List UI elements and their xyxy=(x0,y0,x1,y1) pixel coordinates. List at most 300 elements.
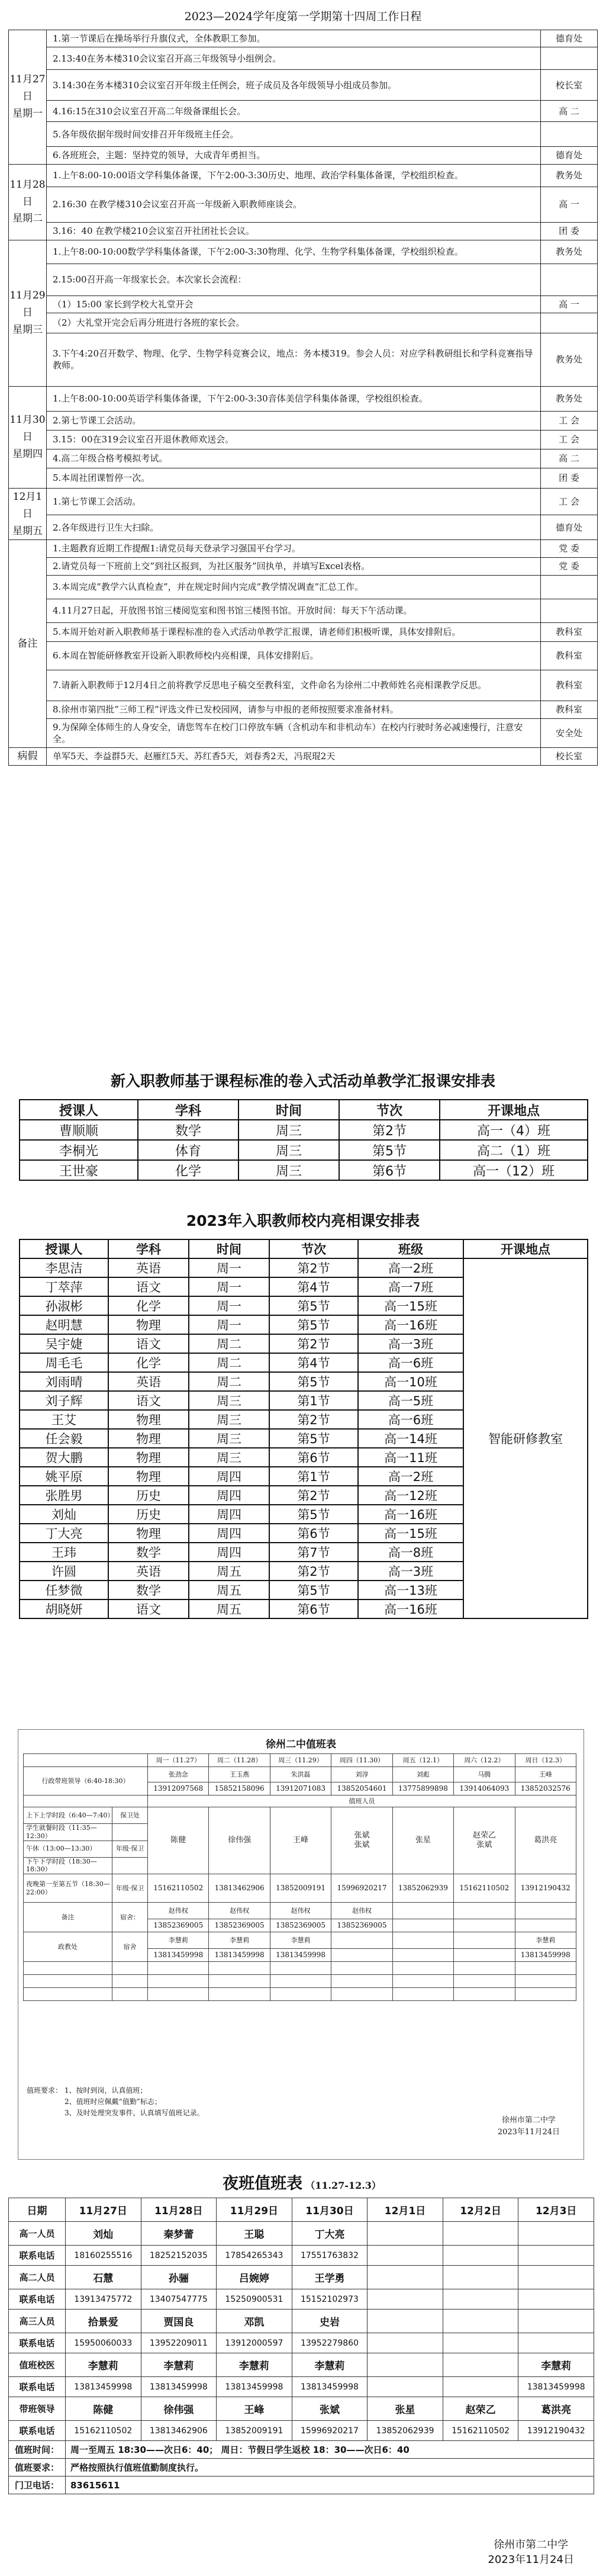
schedule-item: 5.本周开始对新入职教师基于课程标准的卷入式活动单教学汇报课，请老师们积极听课，具体安排附后。 xyxy=(47,622,541,641)
schedule-item: 5.各年级依据年级时间安排召开年级班主任会。 xyxy=(47,122,541,147)
night-cell: 丁大亮 xyxy=(292,2222,368,2246)
schedule-item: 1.上午8:00-10:00数学学科集体备课，下午2:00-3:30物理、化学、生物学科集体备课，学校组织检查。 xyxy=(47,240,541,264)
schedule-dept: 团 委 xyxy=(541,468,598,488)
roster-period-sub xyxy=(112,1857,148,1874)
schedule-dept: 教务处 xyxy=(541,240,598,264)
night-cell xyxy=(443,2222,518,2246)
duty-roster-notes xyxy=(27,2085,204,2119)
roster-period-label: 下午下学时段（18:30—18:30） xyxy=(24,1857,112,1874)
schedule-dept: 教务处 xyxy=(541,386,598,411)
roster-row xyxy=(24,1754,576,1767)
roster-row xyxy=(24,1903,576,1919)
schedule-row xyxy=(9,30,598,47)
night-cell: 刘灿 xyxy=(66,2222,141,2246)
night-cell: 17854265343 xyxy=(217,2246,292,2266)
schedule-dept: 党 委 xyxy=(541,540,598,557)
weekly-schedule xyxy=(8,4,598,766)
roster-empty-cell xyxy=(392,1975,453,1988)
roster-date: 周六（12.2） xyxy=(454,1754,515,1767)
night-footer-row xyxy=(9,2477,594,2494)
night-cell: 李慧莉 xyxy=(217,2353,292,2377)
schedule-dept: 德育处 xyxy=(541,515,598,540)
night-cell: 13912190432 xyxy=(518,2421,594,2441)
schedule-date: 11月27日 xyxy=(9,73,46,103)
debut-header: 节次 xyxy=(269,1239,358,1258)
schedule-dept: 校长室 xyxy=(541,70,598,101)
night-cell: 石慧 xyxy=(66,2266,141,2289)
schedule-row xyxy=(9,47,598,70)
schedule-item: （2）大礼堂开完会后再分班进行各班的家长会。 xyxy=(47,313,541,333)
night-cell: 邓凯 xyxy=(217,2310,292,2333)
roster-empty-cell xyxy=(270,1975,331,1988)
debut-cell: 丁萃萍 xyxy=(20,1277,108,1296)
debut-cell: 第5节 xyxy=(269,1372,358,1391)
roster-leader-phone: 13775899898 xyxy=(392,1782,453,1796)
roster-building-name: 赵荣乙 xyxy=(472,1830,496,1840)
night-cell: 17551763832 xyxy=(292,2246,368,2266)
night-row xyxy=(9,2289,594,2310)
schedule-date: 11月29日 xyxy=(9,290,46,319)
schedule-item: 2.请党员每一下班前上交”到社区报到，为社区服务”回执单，并填写Excel表格。 xyxy=(47,557,541,575)
schedule-dept: 德育处 xyxy=(541,30,598,47)
roster-guard-a-phone: 13852369005 xyxy=(270,1919,331,1932)
roster-evening-phone: 13852062939 xyxy=(392,1874,453,1903)
debut-cell: 王玮 xyxy=(20,1543,108,1562)
debut-cell: 周四 xyxy=(189,1467,269,1486)
schedule-row xyxy=(9,386,598,411)
debut-cell: 高一10班 xyxy=(358,1372,463,1391)
roster-guard-b xyxy=(331,1932,392,1949)
night-cell xyxy=(518,2266,594,2289)
night-row-label: 联系电话 xyxy=(9,2246,66,2266)
roster-guard-b-phone: 13813459998 xyxy=(148,1949,209,1962)
night-cell: 秦梦蕾 xyxy=(141,2222,217,2246)
debut-cell: 周五 xyxy=(189,1599,269,1618)
schedule-row xyxy=(9,449,598,468)
debut-cell: 第1节 xyxy=(269,1467,358,1486)
schedule-row xyxy=(9,468,598,488)
night-cell: 史岩 xyxy=(292,2310,368,2333)
night-row-label: 联系电话 xyxy=(9,2289,66,2310)
report-header: 时间 xyxy=(238,1100,339,1120)
roster-empty-cell xyxy=(515,1975,576,1988)
schedule-row xyxy=(9,599,598,622)
debut-cell: 高一15班 xyxy=(358,1524,463,1543)
schedule-day-cell xyxy=(9,540,47,748)
roster-guard-a: 赵伟权 xyxy=(148,1903,209,1919)
roster-empty-cell xyxy=(454,1975,515,1988)
roster-staff-label: 值班人员 xyxy=(148,1796,576,1807)
night-sign-school: 徐州市第二中学 xyxy=(494,2539,569,2551)
debut-cell: 第5节 xyxy=(269,1429,358,1448)
roster-row xyxy=(24,1874,576,1903)
roster-empty-cell xyxy=(209,1962,270,1975)
debut-cell: 高一8班 xyxy=(358,1543,463,1562)
report-row xyxy=(20,1120,588,1140)
report-cell: 高一（4）班 xyxy=(440,1120,588,1140)
schedule-row xyxy=(9,147,598,164)
debut-cell: 高一2班 xyxy=(358,1467,463,1486)
schedule-item: 6.各班班会，主题：坚持党的领导，大成青年勇担当。 xyxy=(47,147,541,164)
report-cell: 化学 xyxy=(138,1160,238,1180)
night-header: 11月30日 xyxy=(292,2198,368,2222)
debut-header: 班级 xyxy=(358,1239,463,1258)
night-cell: 15250900531 xyxy=(217,2289,292,2310)
night-cell xyxy=(368,2353,443,2377)
debut-cell: 周三 xyxy=(189,1391,269,1410)
roster-period-sub: 保卫处 xyxy=(112,1807,148,1824)
schedule-weekday: 星期一 xyxy=(12,108,43,120)
roster-leader-phone: 13912071083 xyxy=(270,1782,331,1796)
roster-empty-cell xyxy=(270,1962,331,1975)
night-cell xyxy=(443,2353,518,2377)
roster-empty-cell xyxy=(515,1962,576,1975)
schedule-dept: 教科室 xyxy=(541,701,598,718)
schedule-day-cell xyxy=(9,386,47,488)
night-header: 12月2日 xyxy=(443,2198,518,2222)
schedule-row xyxy=(9,187,598,222)
night-cell xyxy=(518,2222,594,2246)
night-cell: 18252152035 xyxy=(141,2246,217,2266)
roster-leader-phone: 13914064093 xyxy=(454,1782,515,1796)
night-footer-text: 83615611 xyxy=(66,2477,594,2494)
night-cell xyxy=(518,2289,594,2310)
roster-row xyxy=(24,1767,576,1782)
roster-evening-phone: 15162110502 xyxy=(454,1874,515,1903)
schedule-row xyxy=(9,557,598,575)
debut-cell: 第5节 xyxy=(269,1505,358,1524)
roster-date: 周日（12.3） xyxy=(515,1754,576,1767)
debut-cell: 第5节 xyxy=(269,1315,358,1334)
schedule-item: 4.高二年级合格考模拟考试。 xyxy=(47,449,541,468)
night-row xyxy=(9,2333,594,2353)
schedule-item: 4.16:15在310会议室召开高二年级备课组长会。 xyxy=(47,101,541,122)
debut-cell: 第7节 xyxy=(269,1543,358,1562)
night-cell: 张星 xyxy=(368,2397,443,2421)
schedule-item: 3.15：00在319会议室召开退休教师欢送会。 xyxy=(47,430,541,449)
roster-empty-cell xyxy=(112,1962,148,1975)
roster-building-name: 张星 xyxy=(415,1835,431,1845)
debut-cell: 历史 xyxy=(108,1505,189,1524)
night-cell: 15162110502 xyxy=(443,2421,518,2441)
schedule-dept: 教科室 xyxy=(541,641,598,670)
debut-cell: 周四 xyxy=(189,1505,269,1524)
night-duty-title: 夜班值班表 xyxy=(223,2174,303,2193)
night-cell xyxy=(368,2289,443,2310)
debut-cell: 数学 xyxy=(108,1581,189,1599)
roster-empty-cell xyxy=(515,1988,576,2001)
night-row-label: 值班校医 xyxy=(9,2353,66,2377)
night-footer-label: 值班要求： xyxy=(9,2459,66,2477)
schedule-item: 2.各年级进行卫生大扫除。 xyxy=(47,515,541,540)
roster-guard-b-phone: 13813459998 xyxy=(515,1949,576,1962)
debut-cell: 周三 xyxy=(189,1410,269,1429)
schedule-day-cell xyxy=(9,30,47,165)
roster-empty-cell xyxy=(112,1988,148,2001)
night-cell: 15950060033 xyxy=(66,2333,141,2353)
schedule-item: 2.第七节课工会活动。 xyxy=(47,411,541,430)
night-cell: 13913475772 xyxy=(66,2289,141,2310)
debut-cell: 周一 xyxy=(189,1315,269,1334)
night-cell: 13813459998 xyxy=(141,2377,217,2397)
report-lessons-title: 新入职教师基于课程标准的卷入式活动单教学汇报课安排表 xyxy=(110,1072,495,1090)
debut-cell: 高一11班 xyxy=(358,1448,463,1467)
debut-cell: 贺大鹏 xyxy=(20,1448,108,1467)
schedule-weekday: 星期五 xyxy=(12,525,43,537)
schedule-row xyxy=(9,622,598,641)
schedule-item: 3.下午4:20召开数学、物理、化学、生物学科竞赛会议，地点：务本楼319。参会人员：对应学科教研组长和学科竞赛指导教师。 xyxy=(47,333,541,386)
debut-cell: 第2节 xyxy=(269,1562,358,1581)
debut-cell: 第2节 xyxy=(269,1334,358,1353)
night-row xyxy=(9,2310,594,2333)
roster-sign-school: 徐州市第二中学 xyxy=(501,2116,556,2125)
debut-cell: 高一7班 xyxy=(358,1277,463,1296)
roster-building-extra: 张斌 xyxy=(476,1841,492,1849)
debut-cell: 第5节 xyxy=(269,1581,358,1599)
debut-header: 时间 xyxy=(189,1239,269,1258)
schedule-row xyxy=(9,670,598,701)
night-duty-heading xyxy=(6,2170,598,2193)
schedule-day-cell xyxy=(9,488,47,540)
roster-guard-a: 赵伟权 xyxy=(209,1903,270,1919)
schedule-dept: 教务处 xyxy=(541,333,598,386)
schedule-item: 1.第一节课后在操场举行升旗仪式，全体教职工参加。 xyxy=(47,30,541,47)
roster-evening-phone: 15162110502 xyxy=(148,1874,209,1903)
roster-empty-cell xyxy=(148,1962,209,1975)
schedule-item: 1.上午8:00-10:00语文学科集体备课，下午2:00-3:30历史、地理、政治学科集体备课，学校组织检查。 xyxy=(47,164,541,187)
roster-empty-cell xyxy=(148,1975,209,1988)
night-cell: 王学勇 xyxy=(292,2266,368,2289)
report-header: 学科 xyxy=(138,1100,238,1120)
debut-cell: 任会毅 xyxy=(20,1429,108,1448)
debut-cell: 高一14班 xyxy=(358,1429,463,1448)
debut-cell: 高一13班 xyxy=(358,1581,463,1599)
debut-cell: 物理 xyxy=(108,1524,189,1543)
debut-cell: 高一16班 xyxy=(358,1315,463,1334)
debut-cell: 化学 xyxy=(108,1353,189,1372)
schedule-row xyxy=(9,101,598,122)
debut-cell: 物理 xyxy=(108,1429,189,1448)
roster-guard-a-phone: 13852369005 xyxy=(209,1919,270,1932)
schedule-row xyxy=(9,264,598,295)
roster-empty-cell xyxy=(392,1962,453,1975)
debut-cell: 胡晓妍 xyxy=(20,1599,108,1618)
night-row-label: 联系电话 xyxy=(9,2333,66,2353)
roster-leader: 王玉燕 xyxy=(209,1767,270,1782)
roster-leader: 朱洪磊 xyxy=(270,1767,331,1782)
debut-cell: 周四 xyxy=(189,1486,269,1505)
night-cell: 王聪 xyxy=(217,2222,292,2246)
roster-note: 3、及时处理突发事件，认真填写值班记录。 xyxy=(65,2109,204,2118)
debut-cell: 周三 xyxy=(189,1448,269,1467)
roster-date: 周四（11.30） xyxy=(331,1754,392,1767)
roster-empty-cell xyxy=(24,1988,112,2001)
night-header: 12月1日 xyxy=(368,2198,443,2222)
debut-cell: 第6节 xyxy=(269,1448,358,1467)
night-cell xyxy=(368,2222,443,2246)
schedule-dept xyxy=(541,313,598,333)
debut-row xyxy=(20,1258,588,1277)
roster-building-cell xyxy=(331,1807,392,1874)
roster-period-label: 学生就餐时段（11:35—12:30） xyxy=(24,1824,112,1841)
debut-cell: 高一2班 xyxy=(358,1258,463,1277)
roster-sign-date: 2023年11月24日 xyxy=(497,2127,560,2137)
debut-cell: 物理 xyxy=(108,1315,189,1334)
night-sign-date: 2023年11月24日 xyxy=(488,2553,574,2567)
roster-empty-cell xyxy=(209,1975,270,1988)
schedule-dept: 高 一 xyxy=(541,187,598,222)
schedule-dept: 德育处 xyxy=(541,147,598,164)
roster-evening-sub: 年级·保卫 xyxy=(112,1874,148,1903)
night-cell xyxy=(518,2333,594,2353)
roster-empty-cell xyxy=(331,1988,392,2001)
roster-night-sub: 宿舍 xyxy=(112,1932,148,1962)
night-cell: 13813459998 xyxy=(217,2377,292,2397)
night-cell: 15996920217 xyxy=(292,2421,368,2441)
night-cell: 李慧莉 xyxy=(141,2353,217,2377)
night-cell: 张斌 xyxy=(292,2397,368,2421)
schedule-dept xyxy=(541,264,598,295)
debut-cell: 丁大亮 xyxy=(20,1524,108,1543)
night-row xyxy=(9,2397,594,2421)
roster-date: 周五（12.1） xyxy=(392,1754,453,1767)
roster-evening-phone: 15996920217 xyxy=(331,1874,392,1903)
report-lessons-table xyxy=(19,1099,588,1181)
report-cell: 周三 xyxy=(238,1140,339,1160)
debut-cell: 周毛毛 xyxy=(20,1353,108,1372)
schedule-weekday: 星期三 xyxy=(12,324,43,336)
schedule-item: 2.13:40在务本楼310会议室召开高三年级领导小组例会。 xyxy=(47,47,541,70)
roster-guard-b: 李慧莉 xyxy=(148,1932,209,1949)
night-header: 11月28日 xyxy=(141,2198,217,2222)
night-footer-row xyxy=(9,2459,594,2477)
roster-period-label: 上下上学时段（6:40—7:40） xyxy=(24,1807,112,1824)
roster-empty-cell xyxy=(331,1975,392,1988)
debut-cell: 第2节 xyxy=(269,1258,358,1277)
roster-leader-phone: 13852032576 xyxy=(515,1782,576,1796)
schedule-row xyxy=(9,641,598,670)
debut-cell: 周二 xyxy=(189,1334,269,1353)
report-header: 授课人 xyxy=(20,1100,138,1120)
debut-cell: 第4节 xyxy=(269,1277,358,1296)
roster-leader-phone: 15852158096 xyxy=(209,1782,270,1796)
night-footer-label: 门卫电话： xyxy=(9,2477,66,2494)
night-cell xyxy=(368,2377,443,2397)
night-footer-text: 严格按照执行值班值勤制度执行。 xyxy=(66,2459,594,2477)
schedule-item: 3.16：40 在教学楼210会议室召开社团社长会议。 xyxy=(47,222,541,240)
report-cell: 体育 xyxy=(138,1140,238,1160)
roster-building-extra: 张斌 xyxy=(354,1841,370,1849)
debut-cell: 数学 xyxy=(108,1543,189,1562)
night-cell xyxy=(518,2246,594,2266)
duty-roster-title: 徐州二中值班表 xyxy=(266,1739,336,1750)
roster-row xyxy=(24,1988,576,2001)
night-row xyxy=(9,2353,594,2377)
roster-guard-a-phone xyxy=(515,1919,576,1932)
night-footer-row xyxy=(9,2441,594,2459)
schedule-dept xyxy=(541,575,598,599)
schedule-row xyxy=(9,748,598,766)
roster-guard-b xyxy=(392,1932,453,1949)
night-cell: 贾国良 xyxy=(141,2310,217,2333)
roster-guard-b-phone xyxy=(392,1949,453,1962)
schedule-row xyxy=(9,333,598,386)
schedule-row xyxy=(9,430,598,449)
debut-cell: 高一3班 xyxy=(358,1334,463,1353)
roster-building-name: 王峰 xyxy=(293,1835,309,1845)
roster-empty-cell xyxy=(270,1988,331,2001)
roster-empty-cell xyxy=(24,1962,112,1975)
roster-blank xyxy=(24,1796,148,1807)
debut-cell: 第6节 xyxy=(269,1599,358,1618)
night-duty-signature xyxy=(488,2538,574,2567)
report-row xyxy=(20,1140,588,1160)
debut-cell: 高一6班 xyxy=(358,1410,463,1429)
roster-date: 周二（11.28） xyxy=(209,1754,270,1767)
debut-header: 授课人 xyxy=(20,1239,108,1258)
night-cell: 15162110502 xyxy=(66,2421,141,2441)
debut-cell: 物理 xyxy=(108,1448,189,1467)
night-duty-subtitle: （11.27-12.3） xyxy=(305,2180,381,2191)
roster-guard-b xyxy=(454,1932,515,1949)
roster-building-name: 陈健 xyxy=(170,1835,186,1845)
report-cell: 曹顺顺 xyxy=(20,1120,138,1140)
roster-leader: 马腾 xyxy=(454,1767,515,1782)
schedule-date: 病假 xyxy=(17,750,38,763)
schedule-title: 2023—2024学年度第一学期第十四周工作日程 xyxy=(184,10,422,23)
night-row-label: 高二人员 xyxy=(9,2266,66,2289)
schedule-table xyxy=(8,30,598,766)
debut-cell: 姚平原 xyxy=(20,1467,108,1486)
schedule-dept: 教务处 xyxy=(541,164,598,187)
debut-cell: 第6节 xyxy=(269,1524,358,1543)
roster-guard-b-phone: 13813459998 xyxy=(270,1949,331,1962)
night-footer-label: 值班时间： xyxy=(9,2441,66,2459)
roster-empty-cell xyxy=(24,1975,112,1988)
night-cell xyxy=(443,2310,518,2333)
roster-leader-phone: 13912097568 xyxy=(148,1782,209,1796)
roster-row xyxy=(24,1932,576,1949)
night-cell: 13813459998 xyxy=(292,2377,368,2397)
schedule-row xyxy=(9,122,598,147)
debut-cell: 周一 xyxy=(189,1258,269,1277)
debut-cell: 周三 xyxy=(189,1429,269,1448)
debut-cell: 高一16班 xyxy=(358,1599,463,1618)
debut-cell: 物理 xyxy=(108,1467,189,1486)
night-cell xyxy=(368,2333,443,2353)
night-cell xyxy=(368,2310,443,2333)
night-cell xyxy=(443,2246,518,2266)
roster-leader-phone: 13852054601 xyxy=(331,1782,392,1796)
roster-evening-phone: 13852009191 xyxy=(270,1874,331,1903)
schedule-day-cell xyxy=(9,240,47,386)
roster-leader: 刘彪 xyxy=(392,1767,453,1782)
report-cell: 第6节 xyxy=(339,1160,440,1180)
schedule-item: 3.14:30在务本楼310会议室召开年级主任例会，班子成员及各年级领导小组成员参加。 xyxy=(47,70,541,101)
roster-note: 2、值班时应佩戴“值勤”标志； xyxy=(65,2098,162,2106)
night-cell: 孙骊 xyxy=(141,2266,217,2289)
schedule-dept: 教科室 xyxy=(541,670,598,701)
roster-guard-b: 李慧莉 xyxy=(209,1932,270,1949)
debut-cell: 语文 xyxy=(108,1277,189,1296)
roster-guard-a-phone xyxy=(392,1919,453,1932)
night-cell xyxy=(518,2310,594,2333)
debut-cell: 第4节 xyxy=(269,1353,358,1372)
debut-header: 开课地点 xyxy=(463,1239,588,1258)
report-cell: 高二（1）班 xyxy=(440,1140,588,1160)
report-cell: 高一（12）班 xyxy=(440,1160,588,1180)
schedule-row xyxy=(9,240,598,264)
